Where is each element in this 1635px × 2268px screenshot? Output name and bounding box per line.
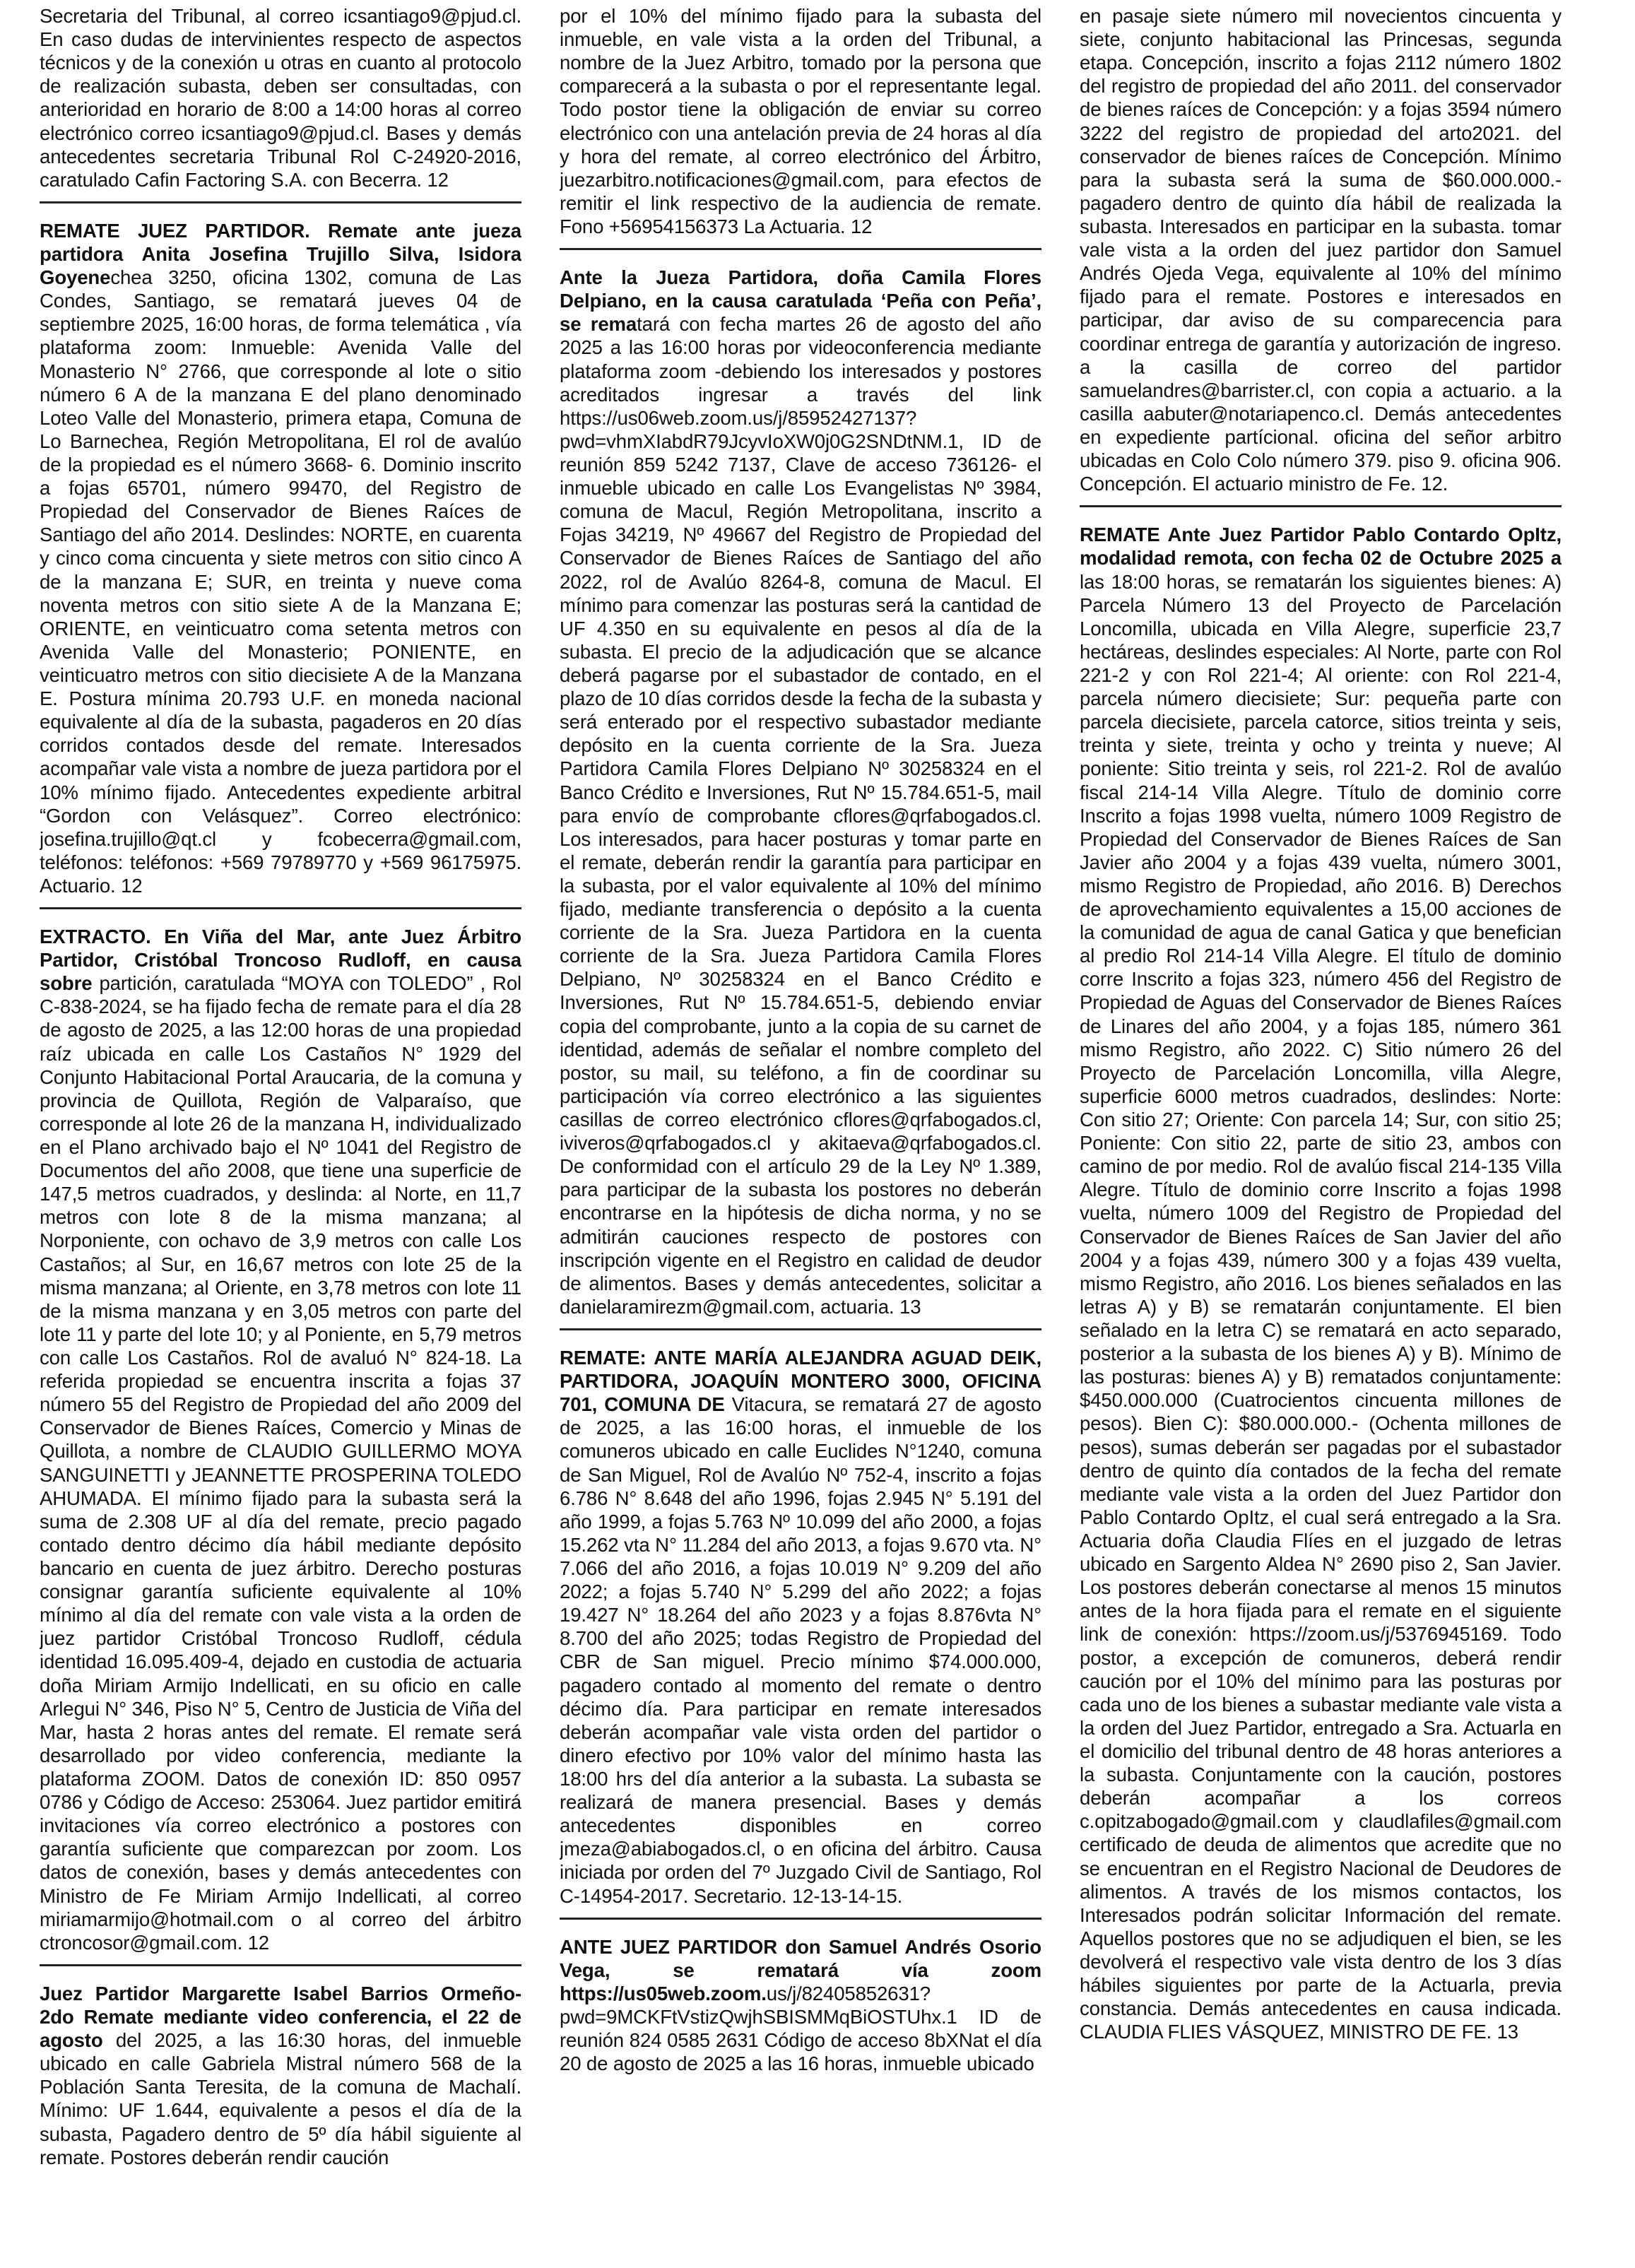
notice (1080, 523, 1562, 2053)
column-2 (560, 4, 1041, 2268)
notice (40, 925, 521, 1966)
notice-lead: Ante la Jueza Partidora, doña Camila Flores Delpiano, en la causa caratulada ‘Peña con Peña’, se rema (560, 266, 1041, 336)
notice-body: tará con fecha martes 26 de agosto del año 2025 a las 16:00 horas por videoconferencia mediante plataforma zoom -debiendo los interesados y postores acreditados ingresar a través del link https://us06web.zoom.us/j/85952427137?pwd=vhmXIabdR79JcyvIoXW0j0G2SNDtNM.1, ID de reunión 859 5242 7137, Clave de acceso 736126- el inmueble ubicado en calle Los Evangelistas Nº 3984, comuna de Macul, Región Metropolitana, inscrito a Fojas 34219, Nº 49667 del Registro de Propiedad del Conservador de Bienes Raíces de Santiago del año 2022, rol de Avalúo 8264-8, comuna de Macul. El mínimo para comenzar las posturas será la cantidad de UF 4.350 en su equivalente en pesos al día de la subasta. El precio de la adjudicación que se alcance deberá pagarse por el subastador de contado, en el plazo de 10 días corridos desde la fecha de la subasta y será enterado por el respectivo subastador mediante depósito en la cuenta corriente de la Sra. Jueza Partidora Camila Flores Delpiano Nº 30258324 en el Banco Crédito e Inversiones, Rut Nº 15.784.651-5, mail para envío de comprobante cflores@qrfabogados.cl. Los interesados, para hacer posturas y tomar parte en el remate, deberán rendir la garantía para participar en la subasta, por el valor equivalente al 10% del mínimo fijado, mediante transferencia o depósito a la cuenta corriente de la Sra. Jueza Partidora en la cuenta corriente de la Sra. Jueza Partidora Camila Flores Delpiano, Nº 30258324 en el Banco Crédito e Inversiones, Rut Nº 15.784.651-5, debiendo enviar copia del comprobante, junto a la copia de su carnet de identidad, además de señalar el nombre completo del postor, su mail, su teléfono, a fin de coordinar su participación vía correo electrónico a las siguientes casillas de correo electrónico cflores@qrfabogados.cl, iviveros@qrfabogados.cl y akitaeva@qrfabogados.cl. De conformidad con el artículo 29 de la Ley Nº 1.389, para participar de la subasta los postores no deberán encontrarse en la hipótesis de dicha norma, y no se admitirán cauciones respecto de postores con inscripción vigente en el Registro en calidad de deudor de alimentos. Bases y demás antecedentes, solicitar a danielaramirezm@gmail.com, actuaria. 13 (560, 313, 1041, 1318)
notice (40, 4, 521, 203)
notice-body: del 2025, a las 16:30 horas, del inmueble ubicado en calle Gabriela Mistral número 568 de la Población Santa Teresita, de la comuna de Machalí. Mínimo: UF 1.644, equivalente a pesos el día de la subasta, Pagadero dentro de 5º día hábil siguiente al remate. Postores deberán rendir caución (40, 2029, 521, 2168)
notice (560, 266, 1041, 1330)
notice-body: Vitacura, se rematará 27 de agosto de 2025, a las 16:00 horas, el inmueble de los comuneros ubicado en calle Euclides N°1240, comuna de San Miguel, Rol de Avalúo Nº 752-4, inscrito a fojas 6.786 N° 8.648 del año 1996, fojas 2.945 N° 5.191 del año 1999, a fojas 5.763 Nº 10.099 del año 2000, a fojas 15.262 vta N° 11.284 del año 2013, a fojas 9.670 vta. N° 7.066 del año 2016, a fojas 10.019 N° 9.209 del año 2022; a fojas 5.740 N° 5.299 del año 2022; a fojas 19.427 N° 18.264 del año 2023 y a fojas 8.876vta N° 8.700 del año 2025; todas Registro de Propiedad del CBR de San miguel. Precio mínimo $74.000.000, pagadero contado al momento del remate o dentro décimo día. Para participar en remate interesados deberán acompañar vale vista orden del partidor o dinero efectivo por 10% valor del mínimo hasta las 18:00 hrs del día anterior a la subasta. La subasta se realizará de manera presencial. Bases y demás antecedentes disponibles en correo jmeza@abiabogados.cl, o en oficina del árbitro. Causa iniciada por orden del 7º Juzgado Civil de Santiago, Rol C-14954-2017. Secretario. 12-13-14-15. (560, 1393, 1041, 1907)
notice-body: por el 10% del mínimo fijado para la subasta del inmueble, en vale vista a la orden del Tribunal, a nombre de la Juez Arbitro, tomado por la persona que comparecerá a la subasta o por el representante legal. Todo postor tiene la obligación de enviar su correo electrónico con una antelación previa de 24 horas al día y hora del remate, al correo electrónico del Árbitro, juezarbitro.notificaciones@gmail.com, para efectos de remitir el link respectivo de la audiencia de remate. Fono +56954156373 La Actuaria. 12 (560, 5, 1041, 237)
notice (560, 4, 1041, 250)
notice (1080, 4, 1562, 507)
notice-body: en pasaje siete número mil novecientos cincuenta y siete, conjunto habitacional las Princesas, segunda etapa. Concepción, inscrito a fojas 2112 número 1802 del registro de propiedad del año 2011. del conservador de bienes raíces de Concepción: y a fojas 3594 número 3222 del registro de propiedad del arto2021. del conservador de bienes raíces de Concepción. Mínimo para la subasta será la suma de $60.000.000.- pagadero dentro de quinto día hábil de realizada la subasta. Interesados en participar en la subasta. tomar vale vista a la orden del juez partidor don Samuel Andrés Ojeda Vega, equivalente al 10% del mínimo fijado para el remate. Postores e interesados en participar, dar aviso de su comparecencia para coordinar entrega de garantía y autorización de ingreso. a la casilla de correo del partidor samuelandres@barrister.cl, con copia a actuario. a la casilla aabuter@notariapenco.cl. Demás antecedentes en expediente partícional. oficina del señor arbitro ubicadas en Colo Colo número 379. piso 9. oficina 906. Concepción. El actuario ministro de Fe. 12. (1080, 5, 1562, 495)
column-1 (40, 4, 521, 2268)
notice-lead: REMATE Ante Juez Partidor Pablo Contardo OpItz, modalidad remota, con fecha 02 de Octubre 2025 a (1080, 524, 1562, 569)
notice-lead: REMATE JUEZ PARTIDOR. Remate ante jueza partidora Anita Josefina Trujillo Silva, Isidora Goyene (40, 219, 521, 289)
notice-body: chea 3250, oficina 1302, comuna de Las Condes, Santiago, se rematará jueves 04 de septiembre 2025, 16:00 horas, de forma telemática , vía plataforma zoom: Inmueble: Avenida Valle del Monasterio N° 2766, que corresponde al lote o sitio número 6 A de la manzana E del plano denominado Loteo Valle del Monasterio, primera etapa, Comuna de Lo Barnechea, Región Metropolitana, El rol de avalúo de la propiedad es el número 3668- 6. Dominio inscrito a fojas 65701, número 99470, del Registro de Propiedad del Conservador de Bienes Raíces de Santiago del año 2014. Deslindes: NORTE, en cuarenta y cinco coma cincuenta y siete metros con sitio cinco A de la manzana E; SUR, en treinta y nueve coma noventa metros con sitio siete A de la Manzana E; ORIENTE, en veinticuatro coma setenta metros con Avenida Valle del Monasterio; PONIENTE, en veinticuatro metros con sitio diecisiete A de la Manzana E. Postura mínima 20.793 U.F. en moneda nacional equivalente al día de la subasta, pagaderos en 20 días corridos contados desde del remate. Interesados acompañar vale vista a nombre de jueza partidora por el 10% mínimo fijado. Antecedentes expediente arbitral “Gordon con Velásquez”. Correo electrónico: josefina.trujillo@qt.cl y fcobecerra@gmail.com, teléfonos: teléfonos: +569 79789770 y +569 96175975. Actuario. 12 (40, 266, 521, 897)
notice-lead: EXTRACTO. En Viña del Mar, ante Juez Árbitro Partidor, Cristóbal Troncoso Rudloff, en causa sobre (40, 926, 521, 995)
notice-body: us/j/82405852631?pwd=9MCKFtVstizQwjhSBISMMqBiOSTUhx.1 ID de reunión 824 0585 2631 Código de acceso 8bXNat el día 20 de agosto de 2025 a las 16 horas, inmueble ubicado (560, 1982, 1041, 2075)
notice-body: partición, caratulada “MOYA con TOLEDO” , Rol C-838-2024, se ha fijado fecha de remate para el día 28 de agosto de 2025, a las 12:00 horas de una propiedad raíz ubicada en calle Los Castaños N° 1929 del Conjunto Habitacional Portal Araucaria, de la comuna y provincia de Quillota, Región de Valparaíso, que corresponde al lote 26 de la manzana H, individualizado en el Plano archivado bajo el Nº 1041 del Registro de Documentos del año 2008, que tiene una superficie de 147,5 metros cuadrados, y deslinda: al Norte, en 11,7 metros con lote 8 de la misma manzana; al Norponiente, con ochavo de 3,9 metros con calle Los Castaños; al Sur, en 16,67 metros con lote 25 de la misma manzana; al Oriente, en 3,78 metros con lote 11 de la misma manzana y en 3,05 metros con parte del lote 11 y parte del lote 10; y al Poniente, en 5,79 metros con calle Los Castaños. Rol de avaluó N° 824-18. La referida propiedad se encuentra inscrita a fojas 37 número 55 del Registro de Propiedad del año 2009 del Conservador de Bienes Raíces, Comercio y Minas de Quillota, a nombre de CLAUDIO GUILLERMO MOYA SANGUINETTI y JEANNETTE PROSPERINA TOLEDO AHUMADA. El mínimo fijado para la subasta será la suma de 2.308 UF al día del remate, precio pagado contado dentro décimo día hábil mediante depósito bancario en cuenta de juez árbitro. Derecho posturas consignar garantía suficiente equivalente al 10% mínimo al día del remate con vale vista a la orden de juez partidor Cristóbal Troncoso Rudloff, cédula identidad 16.095.409-4, dejado en custodia de actuaria doña Miriam Armijo Indellicati, en su oficio en calle Arlegui N° 346, Piso N° 5, Centro de Justicia de Viña del Mar, hasta 2 horas antes del remate. El remate será desarrollado por video conferencia, mediante la plataforma ZOOM. Datos de conexión ID: 850 0957 0786 y Código de Acceso: 253064. Juez partidor emitirá invitaciones vía correo electrónico a postores con garantía suficiente que comparezcan por zoom. Los datos de conexión, bases y demás antecedentes con Ministro de Fe Miriam Armijo Indellicati, al correo miriamarmijo@hotmail.com o al correo del árbitro ctroncosor@gmail.com. 12 (40, 972, 521, 1954)
notice-lead: REMATE: ANTE MARÍA ALEJANDRA AGUAD DEIK, PARTIDORA, JOAQUÍN MONTERO 3000, OFICINA 701, COMUNA DE (560, 1347, 1041, 1416)
notice (560, 1935, 1041, 2086)
notice-lead: ANTE JUEZ PARTIDOR don Samuel Andrés Osorio Vega, se rematará vía zoom https://us05web.zoom. (560, 1935, 1041, 2004)
notice (560, 1346, 1041, 1920)
notice-body: las 18:00 horas, se rematarán los siguientes bienes: A) Parcela Número 13 del Proyecto de Parcelación Loncomilla, ubicada en Villa Alegre, superficie 23,7 hectáreas, deslindes especiales: Al Norte, parte con Rol 221-2 y con Rol 221-4; Al oriente: con Rol 221-4, parcela número diecisiete; Sur: pequeña parte con parcela diecisiete, parcela catorce, sitios treinta y seis, treinta y siete, treinta y ocho y treinta y nueve; Al poniente: Sitio treinta y seis, rol 221-2. Rol de avalúo fiscal 214-14 Villa Alegre. Título de dominio corre Inscrito a fojas 1998 vuelta, número 1009 Registro de Propiedad del Conservador de Bienes Raíces de San Javier año 2004 y a fojas 439 vuelta, número 3001, mismo Registro de Propiedad, año 2016. B) Derechos de aprovechamiento equivalentes a 15,00 acciones de la comunidad de agua de canal Gatica y que benefician al predio Rol 214-14 Villa Alegre. El título de dominio corre Inscrito a fojas 323, número 456 del Registro de Propiedad de Aguas del Conservador de Bienes Raíces de Linares del año 2004, y a fojas 185, número 361 mismo Registro, año 2022. C) Sitio número 26 del Proyecto de Parcelación Loncomilla, villa Alegre, superficie 6000 metros cuadrados, deslindes: Norte: Con sitio 27; Oriente: Con parcela 14; Sur, con sitio 25; Poniente: Con sitio 22, parte de sitio 23, ambos con camino de por medio. Rol de avalúo fiscal 214-135 Villa Alegre. Título de dominio corre Inscrito a fojas 1998 vuelta, número 1009 del Registro de Propiedad del Conservador de Bienes Raíces de San Javier del año 2004 y a fojas 439, número 300 y a fojas 439 vuelta, mismo Registro, año 2016. Los bienes señalados en las letras A) y B) se rematarán conjuntamente. El bien señalado en la letra C) se rematará en acto separado, posterior a la subasta de los bienes A) y B). Mínimo de las posturas: bienes A) y B) rematados conjuntamente: $450.000.000 (Cuatrocientos cincuenta millones de pesos). Bien C): $80.000.000.- (Ochenta millones de pesos), sumas deberán ser pagadas por el subastador dentro de quinto día contados de la fecha del remate mediante vale vista a la orden del Juez Partidor don Pablo Contardo OpItz, el cual será entregado a la Sra. Actuaria doña Claudia Flíes en el juzgado de letras ubicado en Sargento Aldea N° 2690 piso 2, San Javier. Los postores deberán conectarse al menos 15 minutos antes de la hora fijada para el remate en el siguiente link de conexión: https://zoom.us/j/5376945169. Todo postor, a excepción de comuneros, deberá rendir caución por el 10% del mínimo para las posturas por cada uno de los bienes a subastar mediante vale vista a la orden del Juez Partidor, entregado a Sra. Actuarla en el domicilio del tribunal dentro de 48 horas anteriores a la subasta. Conjuntamente con la caución, postores deberán acompañar a los correos c.opitzabogado@gmail.com y claudlafiles@gmail.com certificado de deuda de alimentos que acredite que no se encuentran en el Registro Nacional de Deudores de alimentos. A través de los mismos contactos, los Interesados podrán solicitar Información del remate. Aquellos postores que no se adjudiquen el bien, se les devolverá el respectivo vale vista dentro de los 3 días hábiles siguientes por parte de la Actuarla, previa constancia. Demás antecedentes en causa indicada. CLAUDIA FLIES VÁSQUEZ, MINISTRO DE FE. 13 (1080, 570, 1562, 2043)
notice (40, 1982, 521, 2179)
notice-lead: Juez Partidor Margarette Isabel Barrios Ormeño- 2do Remate mediante video conferencia, el 22 de agosto (40, 1982, 521, 2052)
notice (40, 219, 521, 909)
column-3 (1080, 4, 1562, 2268)
notice-body: Secretaria del Tribunal, al correo icsantiago9@pjud.cl. En caso dudas de intervinientes respecto de aspectos técnicos y de la conexión u otras en cuanto al protocolo de realización subasta, deben ser consultadas, con anterioridad en horario de 8:00 a 14:00 horas al correo electrónico correo icsantiago9@pjud.cl. Bases y demás antecedentes secretaria Tribunal Rol C-24920-2016, caratulado Cafin Factoring S.A. con Becerra. 12 (40, 5, 521, 191)
